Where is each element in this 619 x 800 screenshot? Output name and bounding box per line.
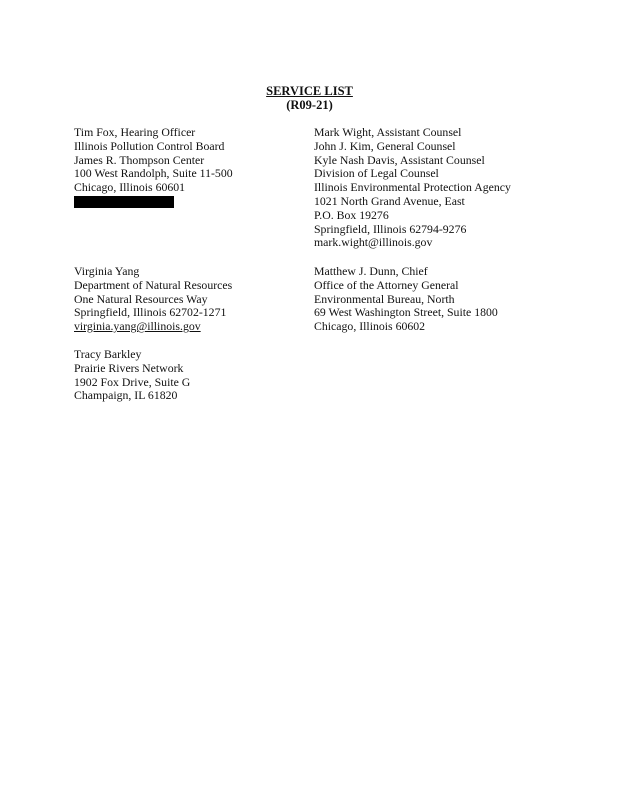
entry-line: Office of the Attorney General xyxy=(314,277,459,292)
entry-line: 1021 North Grand Avenue, East xyxy=(314,193,465,208)
entry-line: Springfield, Illinois 62794-9276 xyxy=(314,221,467,236)
entry-line: Division of Legal Counsel xyxy=(314,166,439,181)
entry-line: Department of Natural Resources xyxy=(74,277,233,292)
entry-line: Kyle Nash Davis, Assistant Counsel xyxy=(314,152,485,167)
entry-line: P.O. Box 19276 xyxy=(314,207,389,222)
entry-line: James R. Thompson Center xyxy=(74,152,205,167)
entry-line: 1902 Fox Drive, Suite G xyxy=(74,374,191,389)
entry-attorney-general xyxy=(314,265,498,334)
docket-number: (R09-21) xyxy=(286,98,333,112)
entry-line: Tracy Barkley xyxy=(74,347,142,361)
entry-line: Illinois Environmental Protection Agency xyxy=(314,180,511,195)
entry-line: Matthew J. Dunn, Chief xyxy=(314,264,428,278)
entry-hearing-officer xyxy=(74,126,233,208)
entry-line: Springfield, Illinois 62702-1271 xyxy=(74,305,227,320)
entry-line: Environmental Bureau, North xyxy=(314,291,455,306)
entry-line: Mark Wight, Assistant Counsel xyxy=(314,125,462,139)
entry-line: Champaign, IL 61820 xyxy=(74,388,178,403)
entry-line: 100 West Randolph, Suite 11-500 xyxy=(74,166,233,181)
entry-prairie-rivers xyxy=(74,348,190,403)
entry-line: Chicago, Illinois 60602 xyxy=(314,319,426,334)
email-link[interactable]: virginia.yang@illinois.gov xyxy=(74,319,201,334)
entry-line: Virginia Yang xyxy=(74,264,140,278)
email-link[interactable]: mark.wight@illinois.gov xyxy=(314,235,433,250)
entry-line: Illinois Pollution Control Board xyxy=(74,138,225,153)
entry-line: Chicago, Illinois 60601 xyxy=(74,180,186,195)
entry-line: One Natural Resources Way xyxy=(74,291,208,306)
entry-line: John J. Kim, General Counsel xyxy=(314,138,456,153)
entry-iepa xyxy=(314,126,511,250)
entry-dnr xyxy=(74,265,232,334)
redaction-bar xyxy=(74,196,174,208)
title-line1: SERVICE LIST xyxy=(266,84,353,98)
entry-line: Tim Fox, Hearing Officer xyxy=(74,125,196,139)
service-list-title xyxy=(0,84,619,112)
entry-line: 69 West Washington Street, Suite 1800 xyxy=(314,305,498,320)
entry-line: Prairie Rivers Network xyxy=(74,360,184,375)
